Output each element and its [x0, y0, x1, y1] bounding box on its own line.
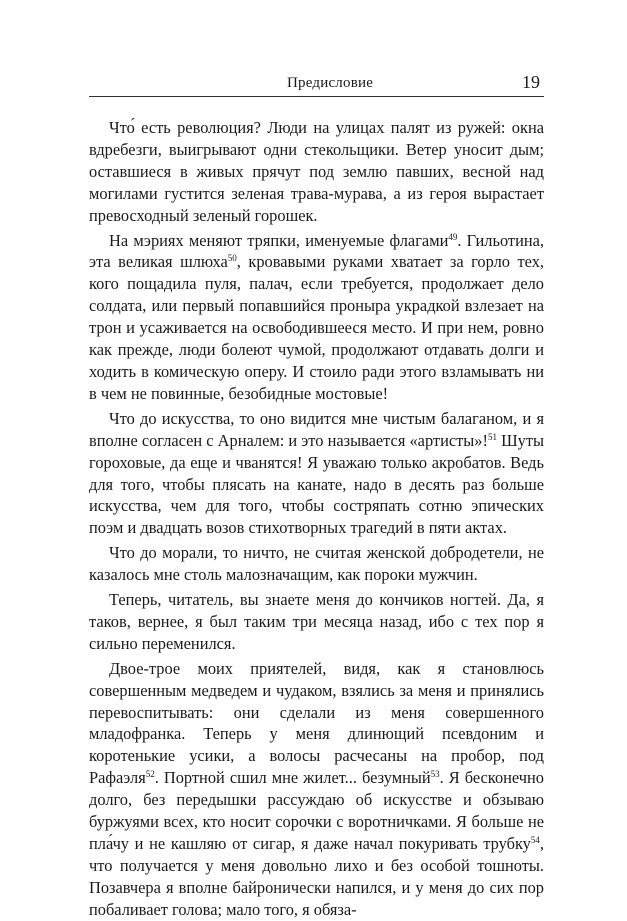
text-run: . Я бесконечно долго, без передышки рассуждаю об искусстве и обзываю буржуями всех, кто носит сорочки с воротничками. Я больше не пла́чу и не кашляю от сигар, я даже начал покуривать трубку — [89, 768, 544, 853]
text-run: . Гильотина, эта великая шлюха — [89, 230, 545, 272]
paragraph — [89, 117, 544, 227]
header-rule — [89, 96, 544, 97]
body-text — [89, 117, 544, 921]
paragraph — [89, 230, 544, 405]
page-number: 19 — [522, 72, 540, 92]
footnote-ref[interactable]: 50 — [227, 253, 237, 264]
footnote-ref[interactable]: 53 — [430, 769, 440, 780]
text-run: Что до морали, то ничто, не считая женской добродетели, не казалось мне столь малозначащим, как пороки мужчин. — [89, 543, 544, 585]
paragraph — [89, 589, 544, 655]
footnote-ref[interactable]: 54 — [530, 835, 540, 845]
text-run: Теперь, читатель, вы знаете меня до кончиков ногтей. Да, я таков, вернее, я был таким три месяца назад, ибо с тех пор я сильно переменился. — [89, 590, 544, 653]
paragraph — [89, 408, 544, 539]
running-title: Предисловие — [287, 75, 374, 91]
text-run: Шуты гороховые, да еще и чванятся! Я уважаю только акробатов. Ведь для того, чтобы плясать на канате, надо в десять раз больше искусства, чем для того, чтобы состряпать сотню эпических поэм и двадцать возов стихотворных трагедий в пяти актах. — [89, 430, 544, 538]
text-run: Что́ есть революция? Люди на улицах палят из ружей: окна вдребезги, выигрывают одни стекольщики. Ветер уносит дым; оставшиеся в живых прячут под землю павших, весной над могилами густится зеленая трава-мурава, а из героя вырастает превосходный зеленый горошек. — [89, 118, 544, 225]
text-run: Что до искусства, то оно видится мне чистым балаганом, и я вполне согласен с Арналем: и это называется «артисты»! — [89, 408, 544, 450]
paragraph — [89, 542, 544, 586]
running-head — [89, 72, 544, 94]
paragraph — [89, 658, 544, 921]
footnote-ref[interactable]: 51 — [487, 431, 497, 442]
footnote-ref[interactable]: 49 — [448, 231, 458, 242]
text-run: , кровавыми руками хватает за горло тех, кого пощадила пуля, палач, если требуется, продолжает дело солдата, или первый попавшийся проныра украдкой взлезает на трон и усаживается на освободившееся место. И при нем, ровно как прежде, люди болеют чумой, продолжают отдавать долги и ходить в комическую оперу. И стоило ради этого взламывать ни в чем не повинные, безобидные мостовые! — [89, 252, 544, 403]
text-run: На мэриях меняют тряпки, именуемые флагами — [109, 230, 449, 250]
text-run: , что получается у меня довольно лихо и без особой тошноты. Позавчера я вполне байронически напился, и у меня до сих пор побаливает голова; мало того, я обяза- — [89, 834, 544, 919]
footnote-ref[interactable]: 52 — [145, 769, 155, 780]
text-run: . Портной сшил мне жилет... безумный — [154, 768, 431, 788]
text-run: Двое-трое моих приятелей, видя, как я становлюсь совершенным медведем и чудаком, взялись за меня и принялись перевоспитывать: они сделали из меня совершенного младофранка. Теперь у меня длинющий псевдоним и коротенькие усики, а волосы расчесаны на пробор, под Рафаэля — [89, 658, 544, 788]
